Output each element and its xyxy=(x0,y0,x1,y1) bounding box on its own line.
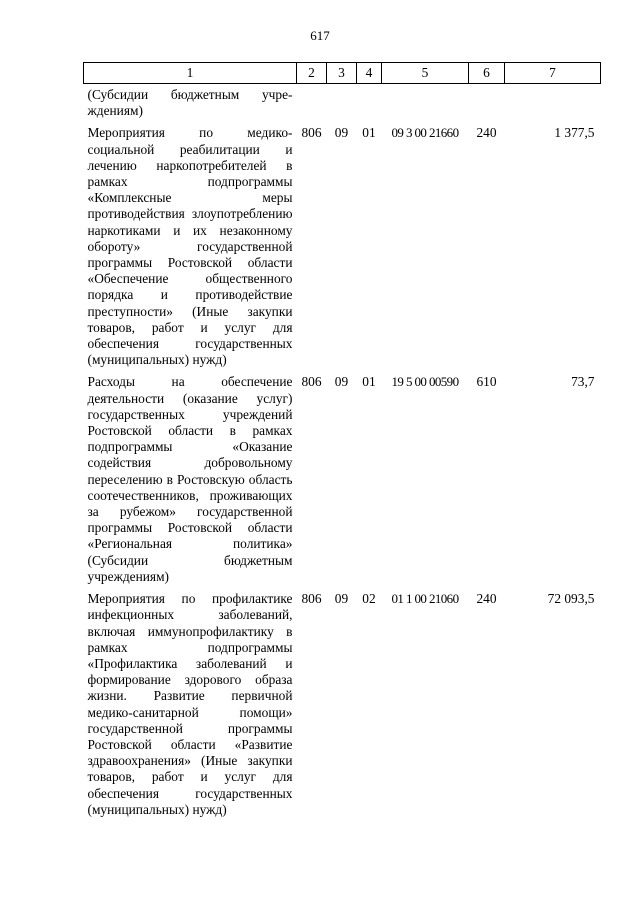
row-ministry-code: 806 xyxy=(301,591,322,607)
row-expense-type: 240 xyxy=(476,591,497,607)
row-subsection-code: 02 xyxy=(362,591,376,607)
row-expense-type: 610 xyxy=(476,374,497,390)
row-description: Мероприятия по медико-социальной реабилитации и лечению наркопотребителей в рамках подпрограммы «Комплексные меры противодействия злоупотреблению наркотиками и их незаконному обороту» государственной программы Ростовской области «Обеспечение общественного порядка и противодействие преступности» (Иные закупки товаров, работ и услуг для обеспечения государственных (муниципальных) нужд) xyxy=(87,125,293,368)
row-expense-type xyxy=(469,84,505,126)
row-amount: 1 377,5 xyxy=(554,125,595,141)
row-description: Расходы на обеспечение деятельности (оказание услуг) государственных учреждений Ростовской области в рамках подпрограммы «Оказание содействия добровольному переселению в Ростовскую область соотечественников, проживающих за рубежом» государственной программы Ростовской области «Региональная политика» (Субсидии бюджетным учреждениям) xyxy=(87,374,293,584)
row-amount: 72 093,5 xyxy=(547,591,595,607)
row-ministry-code xyxy=(297,84,327,126)
row-subsection-code xyxy=(357,84,382,126)
row-description: (Субсидии бюджетным учре-ждениям) xyxy=(87,87,293,119)
table-row xyxy=(84,591,601,824)
column-header-2: 2 xyxy=(297,63,327,84)
row-expense-type: 240 xyxy=(476,125,497,141)
row-target-article: 19 5 00 00590 xyxy=(391,374,459,390)
row-section-code: 09 xyxy=(334,374,349,390)
row-section-code xyxy=(327,84,357,126)
table-header-row xyxy=(84,63,601,84)
row-ministry-code: 806 xyxy=(301,125,322,141)
table-row xyxy=(84,125,601,374)
column-header-1: 1 xyxy=(84,63,297,84)
budget-table xyxy=(83,62,601,824)
row-subsection-code: 01 xyxy=(362,125,376,141)
row-description: Мероприятия по профилактике инфекционных заболеваний, включая иммунопрофилактику в рамках подпрограммы «Профилактика заболеваний и формирование здорового образа жизни. Развитие первичной медико-санитарной помощи» государственной программы Ростовской области «Развитие здравоохранения» (Иные закупки товаров, работ и услуг для обеспечения государственных (муниципальных) нужд) xyxy=(87,591,293,817)
row-section-code: 09 xyxy=(334,591,349,607)
row-subsection-code: 01 xyxy=(362,374,376,390)
row-target-article: 01 1 00 21060 xyxy=(391,591,459,607)
column-header-3: 3 xyxy=(327,63,357,84)
table-row xyxy=(84,84,601,126)
column-header-7: 7 xyxy=(505,63,601,84)
column-header-5: 5 xyxy=(382,63,469,84)
row-amount xyxy=(505,84,601,126)
row-target-article: 09 3 00 21660 xyxy=(391,125,459,141)
row-ministry-code: 806 xyxy=(301,374,322,390)
row-target-article xyxy=(382,84,469,126)
row-amount: 73,7 xyxy=(571,374,595,390)
column-header-4: 4 xyxy=(357,63,382,84)
row-section-code: 09 xyxy=(334,125,349,141)
table-row xyxy=(84,374,601,591)
column-header-6: 6 xyxy=(469,63,505,84)
page-number: 617 xyxy=(310,28,330,43)
